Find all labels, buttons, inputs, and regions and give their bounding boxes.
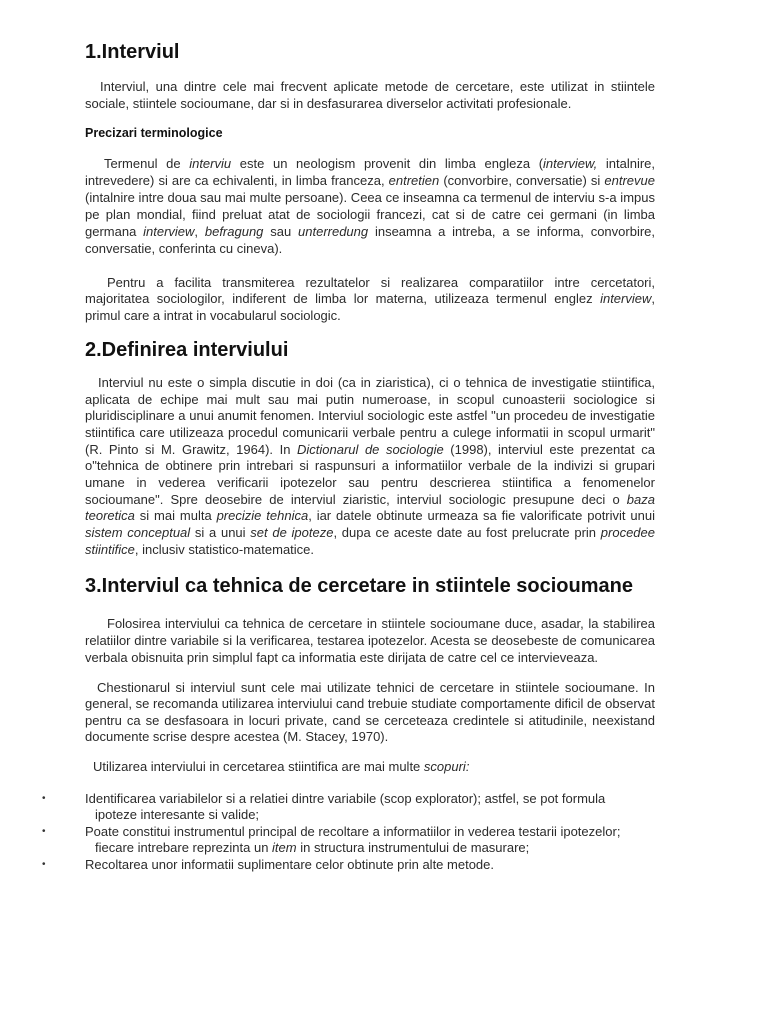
section-heading-tehnica-de-cercetare: 3.Interviul ca tehnica de cercetare in stiintele socioumane [85, 574, 633, 597]
italic-term: sistem conceptual [85, 525, 191, 541]
text-run: (1998), interviul este prezentat ca o"tehnica de obtinere prin intrebari si raspunsuri a informatiilor verbale de la indivizi si grupari umane in vederea verificarii ipotezelor sau pentru descrierea stiintifica a fenomenelor socioumane". Spre deosebire de interviul ziaristic, interviul sociologic presupune deci o [85, 441, 655, 507]
list-item [42, 823, 626, 857]
text-run: , inclusiv statistico-matematice. [134, 541, 315, 557]
text-run: , primul care a intrat in vocabularul sociologic. [85, 291, 655, 323]
paragraph-questionnaire [85, 680, 655, 745]
text-run: si mai multa [134, 508, 217, 524]
list-item [42, 790, 626, 824]
italic-term: scopuri: [423, 759, 470, 775]
paragraph-english-term [85, 275, 655, 324]
bullet-icon: • [42, 792, 46, 804]
text-run: Recoltarea unor informatii suplimentare celor obtinute prin alte metode. [85, 856, 494, 872]
italic-term: procedee stiintifice [85, 525, 655, 557]
italic-term: item [272, 840, 297, 856]
paragraph-purposes-intro [85, 759, 655, 775]
list-item [42, 856, 626, 874]
text-run: Identificarea variabilelor si a relatiei dintre variabile (scop explorator); astfel, se pot formula ipoteze interesante si valide; [85, 790, 606, 823]
bullet-icon: • [42, 858, 46, 870]
italic-term: entretien [388, 173, 440, 189]
italic-term: unterredung [298, 224, 369, 240]
text-run: (convorbire, conversatie) si [439, 173, 605, 189]
text-run: in structura instrumentului de masurare; [296, 840, 530, 856]
subheading-precizari-terminologice: Precizari terminologice [85, 126, 223, 141]
text-run: (intalnire intre doua sau mai multe persoane). Ceea ce inseamna ca termenul de interviu s-a impus pe plan mondial, fiind preluat atat de sociologii francezi, cat si de catre cei germani (in limba germana [85, 190, 655, 240]
italic-term: interviu [189, 156, 232, 172]
purposes-list [42, 790, 626, 874]
text-run: sau [263, 224, 299, 240]
text-run: , dupa ce aceste date au fost prelucrate prin [333, 525, 601, 541]
text-run: , [194, 224, 205, 240]
italic-term: Dictionarul de sociologie [296, 441, 444, 457]
italic-term: befragung [204, 224, 264, 240]
paragraph-definition [85, 375, 655, 559]
text-run: Folosirea interviului ca tehnica de cercetare in stiintele socioumane duce, asadar, la stabilirea relatiilor dintre variabile si la verificarea, testarea ipotezelor. Acesta se deosebeste de comunicarea verbala obisnuita prin simplul fapt ca informatia este dirijata de catre cel ce intervieveaza. [85, 616, 655, 666]
paragraph-intro [85, 79, 655, 112]
section-heading-definirea: 2.Definirea interviului [85, 338, 289, 361]
text-run: intalnire, intrevedere) si are ca echivalenti, in limba franceza, [85, 156, 656, 189]
italic-term: baza teoretica [85, 491, 655, 524]
italic-term: precizie tehnica [216, 508, 309, 524]
text-run: Interviul, una dintre cele mai frecvent aplicate metode de cercetare, este utilizat in stiintele sociale, stiintele socioumane, dar si in desfasurarea diverselor activitati profesionale. [85, 79, 655, 111]
section-heading-interviul: 1.Interviul [85, 41, 180, 63]
paragraph-research-technique [85, 615, 655, 666]
text-run: Interviul nu este o simpla discutie in doi (ca in ziaristica), ci o tehnica de investigatie stiintifica, aplicata de echipe mai mult sau mai putin numeroase, in scopul cunoasterii sociologice si pluridisciplinare a unui anumit fenomen. Interviul sociologic este astfel "un procedeu de investigatie stiintifica care utilizeaza procedul comunicarii verbale pentru a culege informatii in scopul urmarit" (R. Pinto si M. Grawitz, 1964). In [85, 374, 655, 457]
text-run: Pentru a facilita transmiterea rezultatelor si realizarea comparatiilor intre cercetatori, majoritatea sociologilor, indiferent de limba lor materna, utilizeaza termenul englez [85, 275, 655, 307]
text-run: Poate constitui instrumentul principal de recoltare a informatiilor in vederea testarii ipotezelor; fiecare intrebare reprezinta un [85, 823, 621, 856]
paragraph-terminology [85, 155, 655, 257]
text-run: si a unui [190, 525, 251, 541]
text-run: Termenul de [104, 156, 190, 172]
italic-term: interview [600, 291, 652, 307]
italic-term: set de ipoteze [250, 525, 334, 541]
italic-term: interview, [543, 156, 598, 172]
text-run: , iar datele obtinute urmeaza sa fie valorificate potrivit unui [308, 508, 655, 524]
italic-term: entrevue [604, 173, 655, 189]
text-run: inseamna a intreba, a se informa, convorbire, conversatie, conferinta cu cineva). [85, 224, 656, 257]
text-run: Chestionarul si interviul sunt cele mai utilizate tehnici de cercetare in stiintele socioumane. In general, se recomanda utilizarea interviului cand trebuie studiate comportamente dificil de observat pentru ca se desfasoara in locuri private, cand se cerceteaza credintele si atitudinile, neexistand documente scrise despre acestea (M. Stacey, 1970). [85, 680, 655, 744]
text-run: este un neologism provenit din limba engleza ( [231, 156, 544, 172]
italic-term: interview [143, 224, 195, 240]
text-run: Utilizarea interviului in cercetarea stiintifica are mai multe [93, 759, 424, 775]
bullet-icon: • [42, 825, 46, 837]
